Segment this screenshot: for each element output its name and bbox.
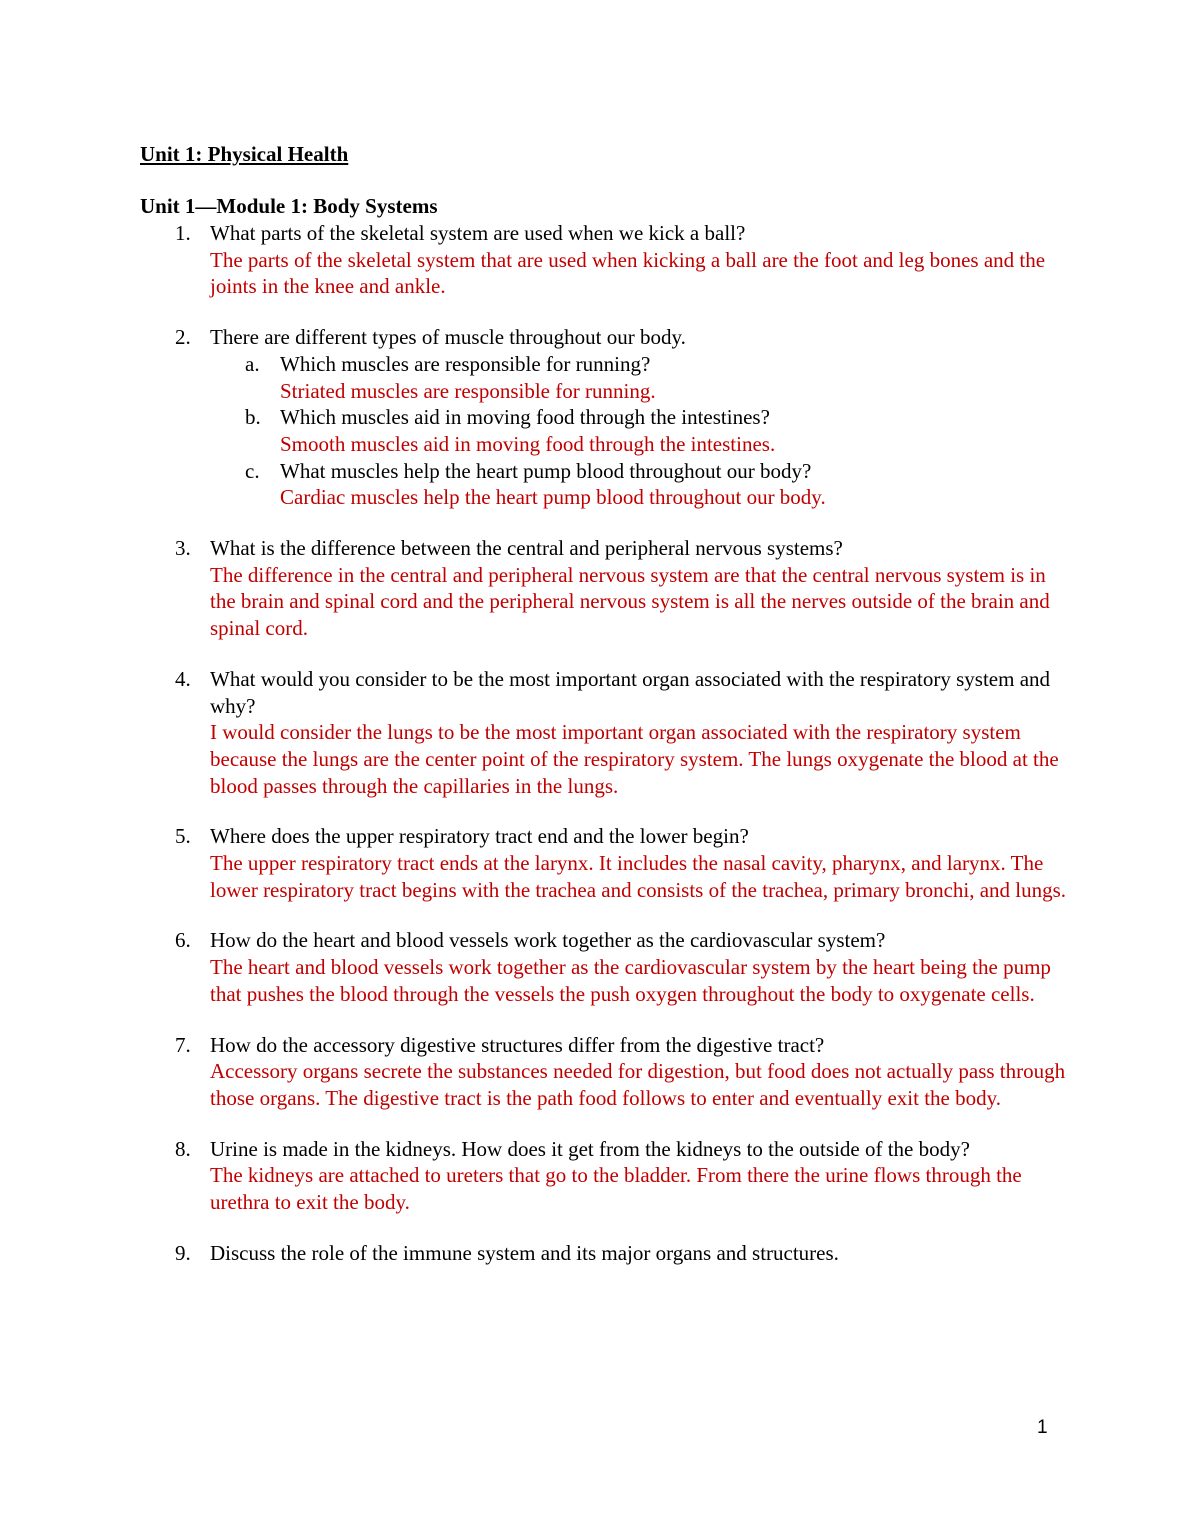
question-text: What parts of the skeletal system are used when we kick a ball? [210, 221, 746, 245]
question-text: Discuss the role of the immune system and its major organs and structures. [210, 1240, 839, 1265]
question-text: How do the heart and blood vessels work together as the cardiovascular system? [210, 928, 886, 953]
question-text: What would you consider to be the most important organ associated with the respiratory system and why? [210, 666, 1051, 718]
module-title: Unit 1—Module 1: Body Systems [140, 194, 438, 218]
sub-question-text: What muscles help the heart pump blood throughout our body? [280, 458, 812, 483]
answer-text: The heart and blood vessels work together as the cardiovascular system by the heart being the pump that pushes the blood through the vessels the push oxygen throughout the body to oxygenate cells. [210, 955, 1051, 1006]
answer-text: The difference in the central and peripheral nervous system are that the central nervous system is in the brain and spinal cord and the peripheral nervous system is all the nerves outside of the brain and spinal cord. [210, 562, 1050, 641]
sub-answer-text: Smooth muscles aid in moving food through the intestines. [280, 431, 776, 456]
sub-question-list [210, 351, 1070, 511]
sub-question-item [210, 458, 1070, 511]
sub-question-text: Which muscles are responsible for running? [280, 351, 651, 376]
question-number: 9. [175, 1240, 191, 1265]
question-item [140, 1136, 1070, 1216]
question-list [140, 220, 1070, 1267]
sub-answer-text: Striated muscles are responsible for running. [280, 378, 656, 403]
question-item [140, 324, 1070, 511]
sub-answer-text: Cardiac muscles help the heart pump blood throughout our body. [280, 485, 826, 510]
answer-text: The parts of the skeletal system that are used when kicking a ball are the foot and leg bones and the joints in the knee and ankle. [210, 247, 1046, 299]
question-number: 7. [175, 1032, 191, 1057]
page-number: 1 [1037, 1417, 1048, 1438]
question-number: 6. [175, 928, 191, 953]
question-number: 4. [175, 666, 191, 691]
sub-question-letter: a. [245, 351, 260, 376]
question-item [140, 1240, 1070, 1267]
question-text: There are different types of muscle throughout our body. [210, 325, 686, 350]
unit-title: Unit 1: Physical Health [140, 142, 349, 166]
question-item [140, 1032, 1070, 1112]
question-text: Urine is made in the kidneys. How does it get from the kidneys to the outside of the body? [210, 1136, 970, 1161]
answer-text: I would consider the lungs to be the most important organ associated with the respiratory system because the lungs are the center point of the respiratory system. The lungs oxygenate the blood at the blood passes through the capillaries in the lungs. [210, 720, 1059, 798]
question-text: What is the difference between the central and peripheral nervous systems? [210, 536, 843, 561]
question-text: How do the accessory digestive structures differ from the digestive tract? [210, 1032, 825, 1057]
question-number: 8. [175, 1136, 191, 1161]
sub-question-letter: b. [245, 405, 261, 430]
sub-question-text: Which muscles aid in moving food through the intestines? [280, 405, 770, 430]
answer-text: Accessory organs secrete the substances needed for digestion, but food does not actually pass through those organs. The digestive tract is the path food follows to enter and eventually exit the body. [210, 1059, 1066, 1110]
question-item [140, 220, 1070, 300]
question-number: 2. [175, 325, 191, 350]
sub-question-item [210, 351, 1070, 404]
question-number: 1. [175, 221, 191, 245]
answer-text: The kidneys are attached to ureters that go to the bladder. From there the urine flows through the urethra to exit the body. [210, 1163, 1022, 1215]
page-content [140, 139, 1070, 1291]
sub-question-item [210, 404, 1070, 457]
sub-question-letter: c. [245, 458, 260, 483]
answer-text: The upper respiratory tract ends at the larynx. It includes the nasal cavity, pharynx, and larynx. The lower respiratory tract begins with the trachea and consists of the trachea, primary bronchi, and lungs. [210, 851, 1067, 902]
question-item [140, 666, 1070, 800]
question-number: 5. [175, 824, 191, 849]
question-text: Where does the upper respiratory tract end and the lower begin? [210, 824, 749, 849]
question-item [140, 535, 1070, 642]
question-item [140, 927, 1070, 1007]
question-item [140, 823, 1070, 903]
question-number: 3. [175, 536, 191, 561]
